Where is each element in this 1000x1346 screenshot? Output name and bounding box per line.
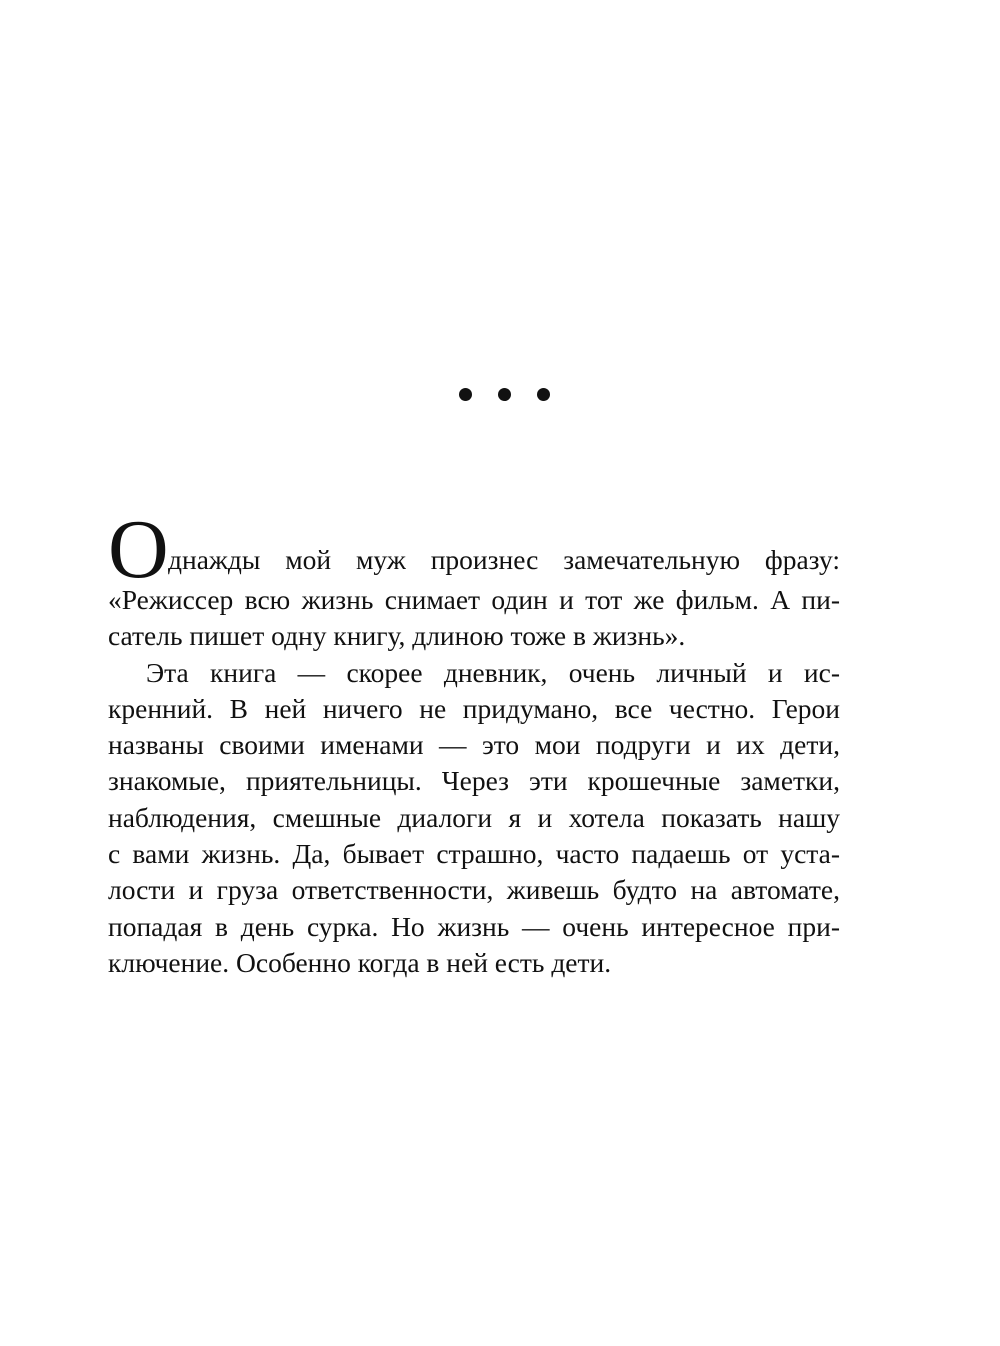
text-line: лости и груза ответственности, живешь будто на автомате,: [108, 874, 840, 906]
text-line-rest: днажды мой муж произнес замечательную фразу:: [168, 543, 840, 575]
text-line: названы своими именами — это мои подруги и их дети,: [108, 729, 840, 761]
text-line: знакомые, приятельницы. Через эти крошечные заметки,: [108, 765, 840, 797]
body-text: [108, 503, 840, 981]
text-line: кренний. В ней ничего не придумано, все честно. Герои: [108, 692, 840, 724]
text-line: сатель пишет одну книгу, длиною тоже в жизнь».: [108, 620, 686, 652]
text-line: попадая в день сурка. Но жизнь — очень интересное при-: [108, 910, 840, 942]
ornament-dot: [537, 388, 550, 401]
text-line: ключение. Особенно когда в ней есть дети.: [108, 946, 612, 978]
paragraph-2: [108, 655, 840, 982]
text-line: с вами жизнь. Да, бывает страшно, часто падаешь от уста-: [108, 838, 840, 870]
ornament-dot: [459, 388, 472, 401]
paragraph-1: [108, 503, 840, 655]
text-line: Эта книга — скорее дневник, очень личный и ис-: [146, 656, 840, 688]
text-line: «Режиссер всю жизнь снимает один и тот же фильм. А пи-: [108, 584, 840, 615]
drop-cap: О: [108, 503, 169, 596]
ornament-dot: [498, 388, 511, 401]
text-line: [108, 503, 840, 596]
section-ornament: [0, 388, 1000, 401]
text-line: наблюдения, смешные диалоги я и хотела показать нашу: [108, 801, 840, 833]
